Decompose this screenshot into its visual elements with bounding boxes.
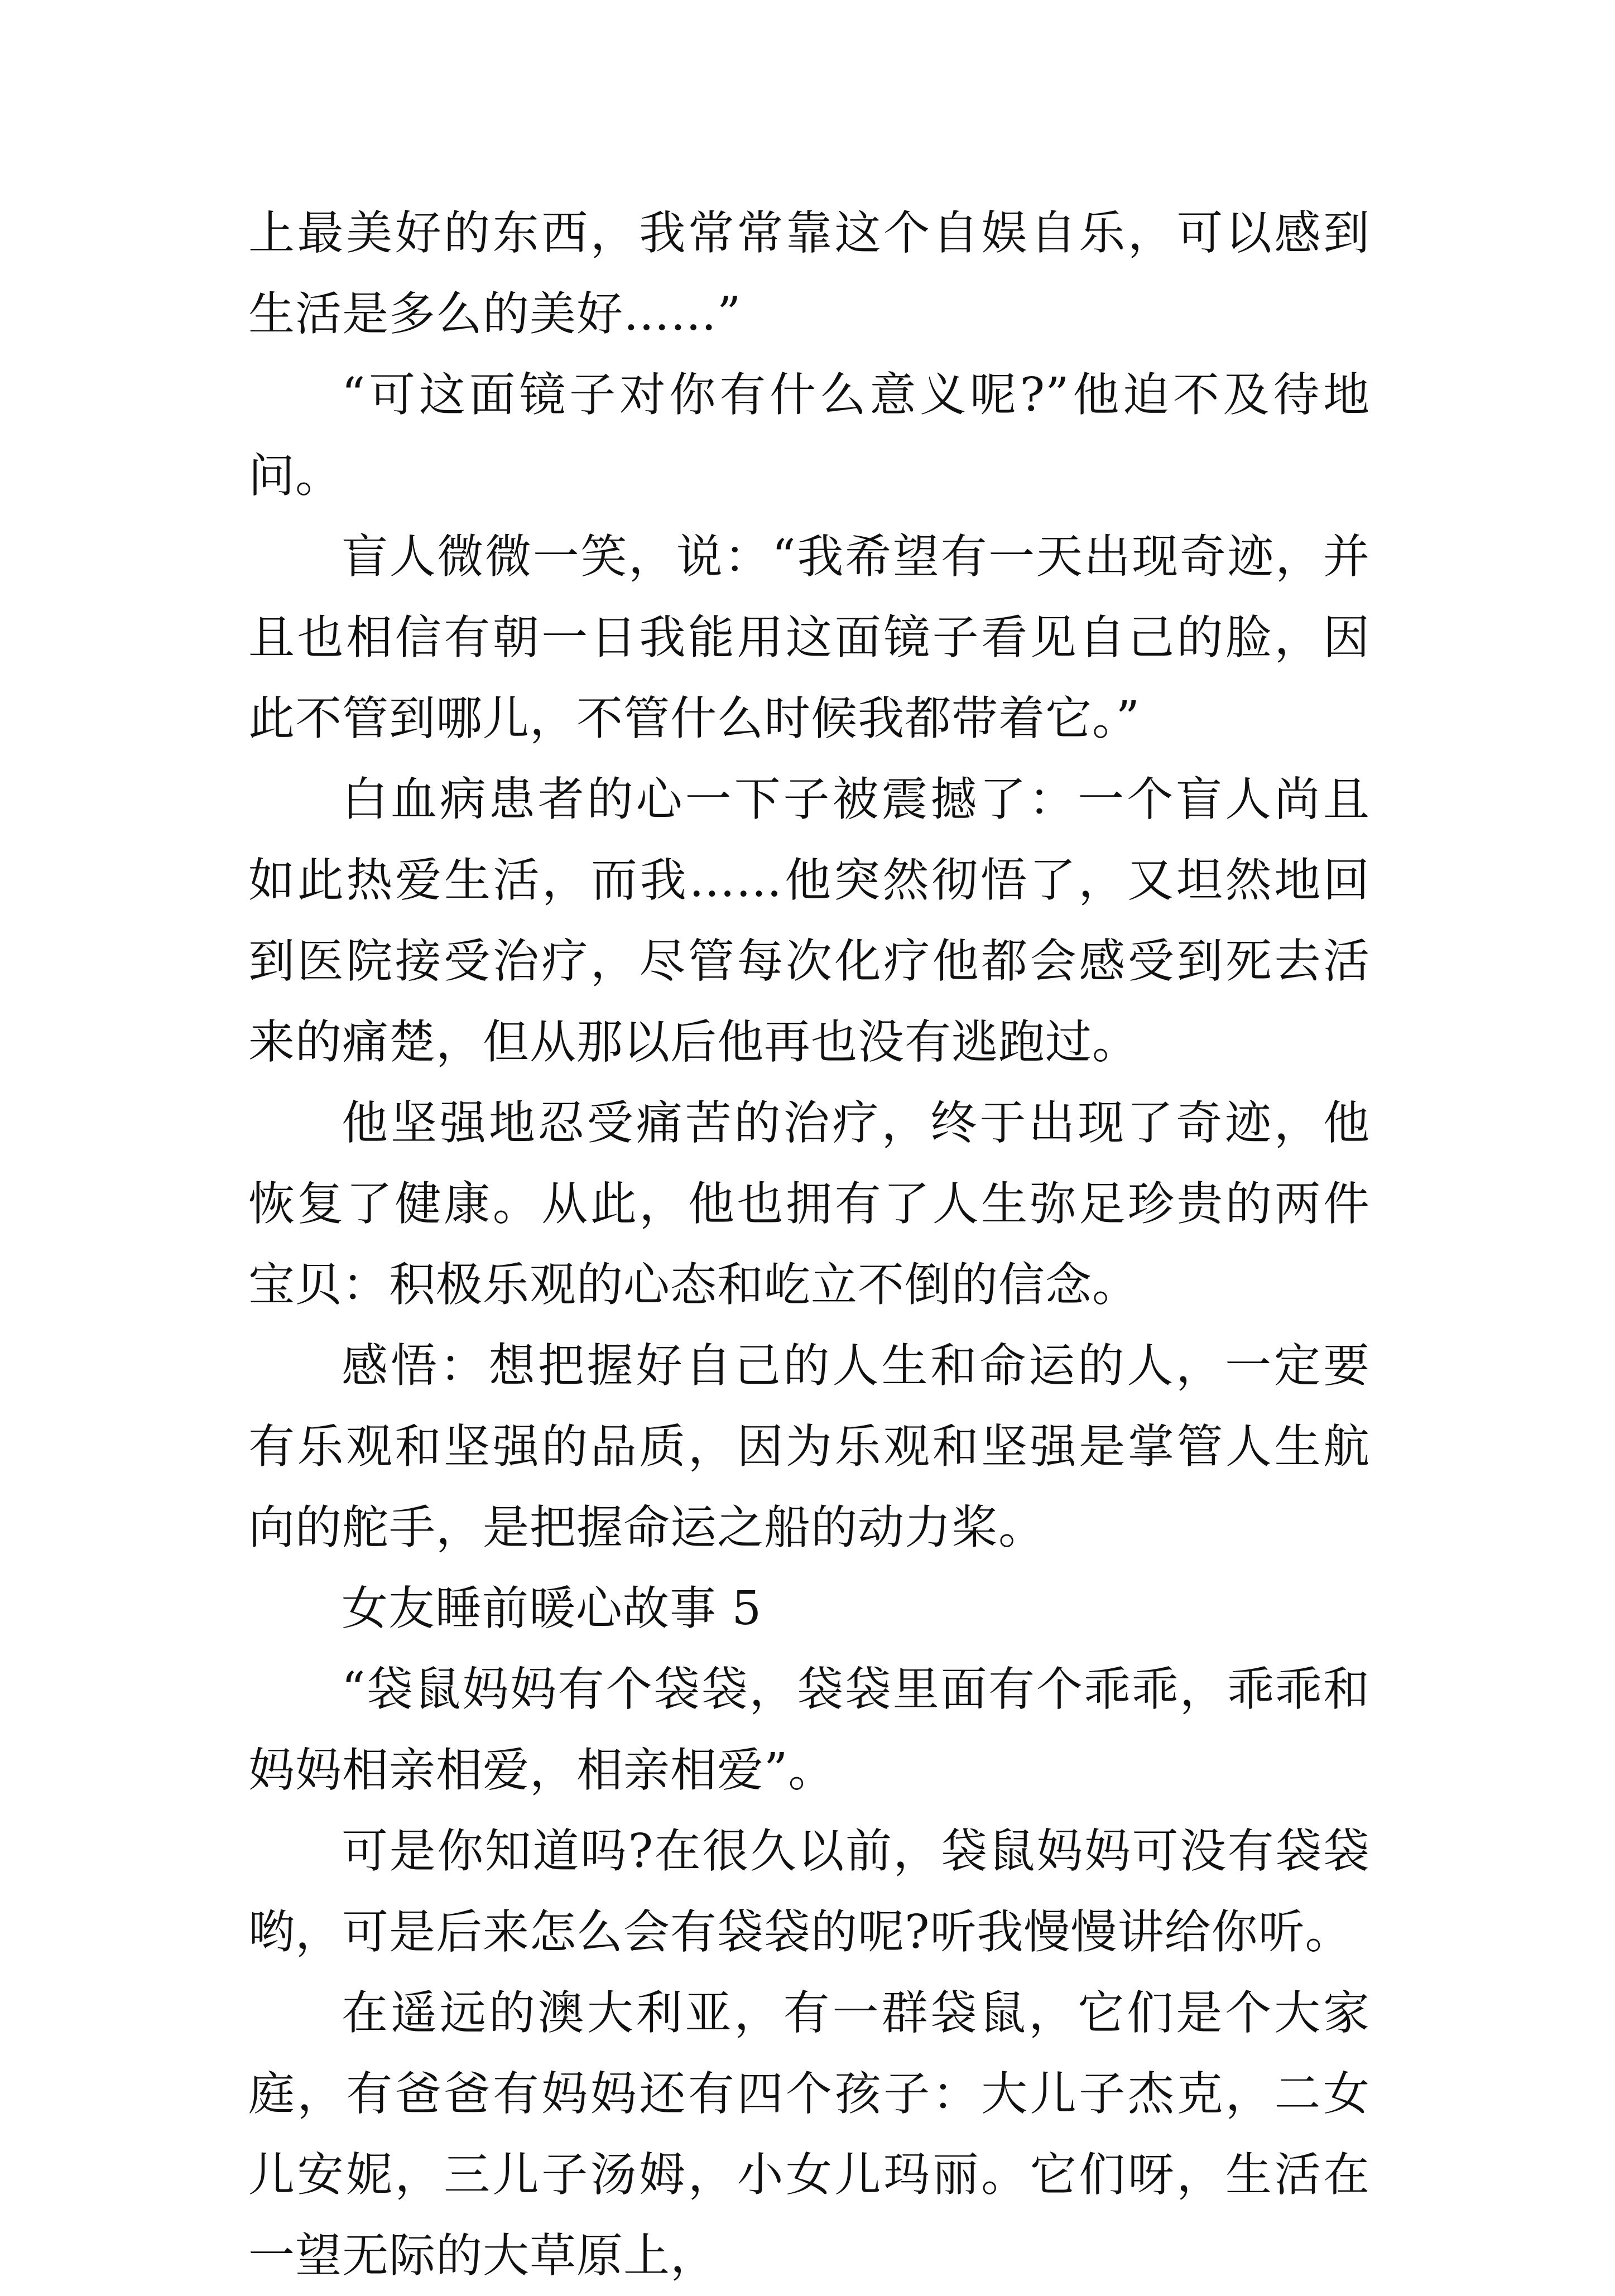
paragraph-recovery: 他坚强地忍受痛苦的治疗，终于出现了奇迹，他恢复了健康。从此，他也拥有了人生弥足珍贵的两件宝贝：积极乐观的心态和屹立不倒的信念。 xyxy=(248,1096,1370,1312)
paragraph-kangaroo-song: “袋鼠妈妈有个袋袋，袋袋里面有个乖乖，乖乖和妈妈相亲相爱，相亲相爱”。 xyxy=(248,1662,1370,1797)
paragraph-insight: 感悟：想把握好自己的人生和命运的人，一定要有乐观和坚强的品质，因为乐观和坚强是掌管人生航向的舵手，是把握命运之船的动力桨。 xyxy=(248,1339,1370,1554)
paragraph-patient-realization: 白血病患者的心一下子被震撼了：一个盲人尚且如此热爱生活，而我……他突然彻悟了，又坦然地回到医院接受治疗，尽管每次化疗他都会感受到死去活来的痛楚，但从那以后他再也没有逃跑过。 xyxy=(248,772,1370,1069)
story-heading: 女友睡前暖心故事 5 xyxy=(342,1581,762,1635)
body-text xyxy=(248,192,1370,2296)
paragraph-kangaroo-question: 可是你知道吗?在很久以前，袋鼠妈妈可没有袋袋哟，可是后来怎么会有袋袋的呢?听我慢慢讲给你听。 xyxy=(248,1824,1370,1959)
paragraph-kangaroo-family: 在遥远的澳大利亚，有一群袋鼠，它们是个大家庭，有爸爸有妈妈还有四个孩子：大儿子杰克，二女儿安妮，三儿子汤姆，小女儿玛丽。它们呀，生活在一望无际的大草原上， xyxy=(248,1986,1370,2283)
paragraph-blind-man-reply: 盲人微微一笑，说：“我希望有一天出现奇迹，并且也相信有朝一日我能用这面镜子看见自己的脸，因此不管到哪儿，不管什么时候我都带着它。” xyxy=(248,530,1370,745)
paragraph-question: “可这面镜子对你有什么意义呢?”他迫不及待地问。 xyxy=(248,368,1370,503)
paragraph-continuation: 上最美好的东西，我常常靠这个自娱自乐，可以感到生活是多么的美好……” xyxy=(248,206,1370,341)
